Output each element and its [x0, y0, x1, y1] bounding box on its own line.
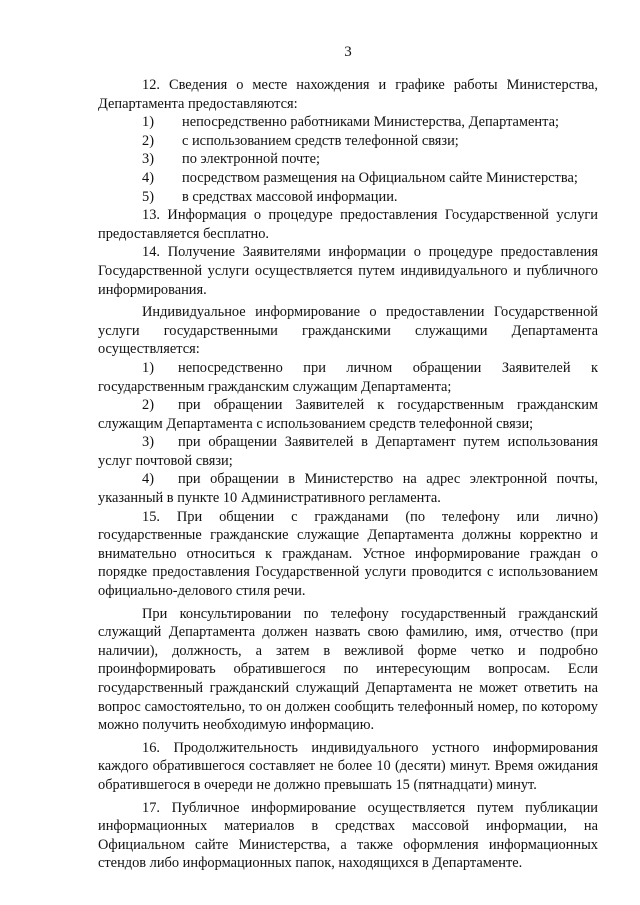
list-text: при обращении Заявителей к государственным гражданским служащим Департамента с использованием средств телефонной связи; [98, 397, 598, 432]
list-text: по электронной почте; [182, 151, 320, 168]
paragraph-individual-intro: Индивидуальное информирование о предоставлении Государственной услуги государственными гражданскими служащими Департамента осуществляется: [98, 304, 598, 358]
list-text: при обращении Заявителей в Департамент путем использования услуг почтовой связи; [98, 434, 598, 469]
paragraph-17: 17. Публичное информирование осуществляется путем публикации информационных материалов в средствах массовой информации, на Официальном сайте Министерства, а также оформления информационных стендов либо информационных папок, находящихся в Департаменте. [98, 799, 598, 872]
list-item [98, 396, 598, 433]
list-item [98, 132, 598, 151]
paragraph-phone-consulting: При консультировании по телефону государственный гражданский служащий Департамента должен назвать свою фамилию, имя, отчество (при наличии), должность, а затем в вежливой форме четко и подробно проинформировать обратившегося по интересующим вопросам. Если государственный гражданский служащий Департамента не может ответить на вопрос самостоятельно, то он должен сообщить телефонный номер, по которому можно получить необходимую информацию. [98, 605, 598, 734]
document-body [98, 76, 598, 873]
list-number: 3) [142, 434, 154, 451]
list-text: в средствах массовой информации. [182, 188, 398, 205]
paragraph-12-intro: 12. Сведения о месте нахождения и графике работы Министерства, Департамента предоставляются: [98, 77, 598, 112]
list-number: 5) [142, 188, 154, 205]
list-number: 2) [142, 397, 154, 414]
list-item [98, 113, 598, 132]
list-text: непосредственно при личном обращении Заявителей к государственным гражданским служащим Департамента; [98, 359, 598, 395]
list-text: непосредственно работниками Министерства, Департамента; [182, 114, 559, 131]
list-number: 1) [142, 114, 154, 131]
paragraph-15: 15. При общении с гражданами (по телефону или лично) государственные гражданские служащие Департамента должны корректно и внимательно относиться к гражданам. Устное информирование граждан о порядке предоставления Государственной услуги проводится с использованием официально-делового стиля речи. [98, 508, 598, 600]
paragraph-13: 13. Информация о процедуре предоставления Государственной услуги предоставляется бесплатно. [98, 207, 598, 242]
paragraph-14: 14. Получение Заявителями информации о процедуре предоставления Государственной услуги осуществляется путем индивидуального и публичного информирования. [98, 244, 598, 298]
paragraph-16: 16. Продолжительность индивидуального устного информирования каждого обратившегося составляет не более 10 (десяти) минут. Время ожидания обратившегося в очереди не должно превышать 15 (пятнадцати) минут. [98, 739, 598, 793]
list-item [98, 433, 598, 470]
list-text: при обращении в Министерство на адрес электронной почты, указанный в пункте 10 Административного регламента. [98, 471, 598, 507]
document-page [98, 0, 598, 905]
list-number: 4) [142, 471, 154, 488]
list-number: 2) [142, 132, 154, 149]
page-number: 3 [344, 44, 352, 60]
list-text: посредством размещения на Официальном сайте Министерства; [182, 169, 578, 186]
list-item [98, 470, 598, 507]
list-number: 1) [142, 359, 154, 376]
list-number: 4) [142, 169, 154, 186]
list-item [98, 359, 598, 396]
list-item [98, 188, 598, 207]
list-item [98, 150, 598, 169]
list-item [98, 169, 598, 188]
list-number: 3) [142, 151, 154, 168]
list-text: с использованием средств телефонной связи; [182, 132, 459, 149]
